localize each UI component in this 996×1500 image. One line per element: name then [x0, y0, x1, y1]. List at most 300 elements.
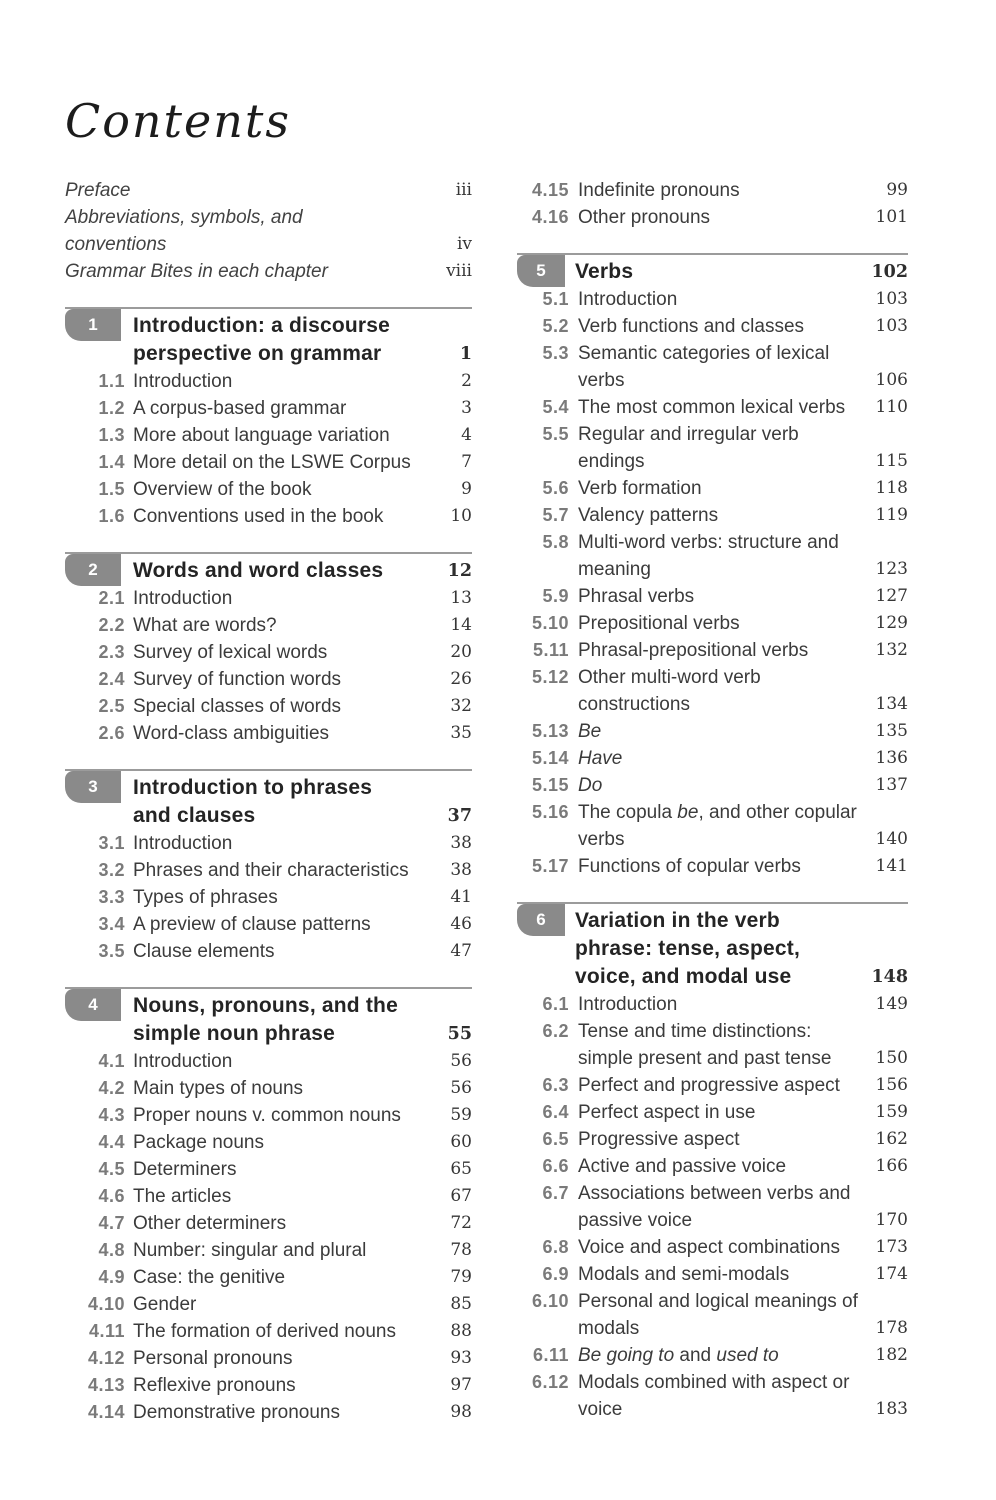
entry-title: [578, 1153, 868, 1180]
entry-title-line: Modals combined with aspect or: [578, 1372, 850, 1393]
toc-entry: [65, 1264, 472, 1291]
chapter-page-number: 102: [871, 262, 908, 282]
chapter-sections: [65, 830, 472, 965]
entry-title: [133, 693, 432, 720]
front-matter-entry: [65, 258, 472, 285]
entry-title-line: Preface: [65, 180, 131, 202]
entry-title-line: Introduction: [133, 833, 233, 855]
entry-title: [133, 639, 432, 666]
section-number: 6.9: [542, 1264, 569, 1284]
page-number: 2: [461, 371, 472, 392]
page-number: 101: [875, 207, 908, 227]
entry-title-line: The formation of derived nouns: [133, 1321, 396, 1343]
section-number: 6.7: [542, 1183, 569, 1203]
toc-entry: [65, 639, 472, 666]
chapter-heading: [517, 907, 908, 991]
toc-entry: [517, 583, 908, 610]
chapter-title: [133, 557, 432, 585]
toc-entry: [517, 772, 908, 799]
entry-title: [133, 422, 432, 449]
section-number: 1.4: [98, 452, 125, 473]
entry-title-line: The articles: [133, 1186, 232, 1208]
page-number: 9: [461, 479, 472, 500]
entry-title: [578, 421, 868, 475]
page-number: 88: [450, 1321, 472, 1342]
chapter-title: [133, 992, 432, 1048]
page-number: 97: [450, 1375, 472, 1396]
entry-title-line: Package nouns: [133, 1132, 264, 1154]
toc-entry: [65, 1237, 472, 1264]
entry-title: [133, 1345, 432, 1372]
section-number: 5.2: [542, 316, 569, 336]
toc-entry: [65, 449, 472, 476]
page-number: 38: [450, 860, 472, 881]
toc-entry: [517, 1234, 908, 1261]
section-number: 3.1: [98, 833, 125, 854]
entry-title-line: Perfect and progressive aspect: [578, 1075, 840, 1096]
section-number: 5.11: [532, 640, 569, 660]
page-number: 141: [875, 856, 908, 876]
entry-title-line: Functions of copular verbs: [578, 856, 801, 877]
entry-title: [65, 177, 432, 204]
toc-entry: [517, 1126, 908, 1153]
entry-title-line: Survey of function words: [133, 669, 342, 691]
entry-title-line: Prepositional verbs: [578, 613, 740, 634]
entry-title-line: A preview of clause patterns: [133, 914, 371, 936]
entry-title: [133, 1210, 432, 1237]
entry-title-line: Associations between verbs and: [578, 1183, 851, 1204]
entry-title-line: Semantic categories of lexical: [578, 343, 830, 364]
toc-entry: [65, 1075, 472, 1102]
page-number: 135: [875, 721, 908, 741]
page-number: 127: [875, 586, 908, 606]
page-number: 93: [450, 1348, 472, 1369]
section-number: 6.1: [542, 994, 569, 1014]
entry-title: [133, 938, 432, 965]
entry-title: [133, 720, 432, 747]
chapter-rule: [65, 769, 472, 771]
entry-title-line: What are words?: [133, 615, 277, 637]
toc-entry: [65, 1048, 472, 1075]
toc-entry: [517, 1072, 908, 1099]
toc-entry: [517, 1369, 908, 1423]
chapter-title-line: simple noun phrase: [133, 1022, 335, 1046]
toc-entry: [65, 612, 472, 639]
toc-entry: [65, 1183, 472, 1210]
toc-entry: [65, 693, 472, 720]
toc-entry: [517, 664, 908, 718]
toc-entry: [65, 857, 472, 884]
entry-title: [133, 395, 432, 422]
toc-entry: [65, 884, 472, 911]
chapter-heading: [65, 557, 472, 585]
entry-title-line: Phrases and their characteristics: [133, 860, 409, 882]
page-number: 136: [875, 748, 908, 768]
entry-title-line: Personal pronouns: [133, 1348, 293, 1370]
section-number: 6.5: [542, 1129, 569, 1149]
entry-title-line: The copula be, and other copular: [578, 802, 857, 823]
entry-title-line: Grammar Bites in each chapter: [65, 261, 328, 283]
toc-entry: [517, 1180, 908, 1234]
page-number: 85: [450, 1294, 472, 1315]
page-number: 59: [450, 1105, 472, 1126]
toc-entry: [517, 204, 908, 231]
section-number: 4.4: [98, 1132, 125, 1153]
section-number: 1.1: [98, 371, 125, 392]
page-number: 98: [450, 1402, 472, 1423]
chapter-number-badge: 1: [65, 309, 121, 341]
entry-title: [578, 1342, 868, 1369]
entry-title: [578, 610, 868, 637]
entry-title-line: Multi-word verbs: structure and: [578, 532, 839, 553]
section-number: 5.6: [542, 478, 569, 498]
page-number: 13: [450, 588, 472, 609]
entry-title: [578, 1018, 868, 1072]
chapter-title-line: phrase: tense, aspect,: [575, 937, 800, 960]
page-number: 174: [875, 1264, 908, 1284]
entry-title: [133, 857, 432, 884]
toc-entry: [65, 1345, 472, 1372]
entry-title: [578, 991, 868, 1018]
section-number: 5.14: [531, 748, 569, 768]
page-number: 178: [875, 1318, 908, 1338]
section-number: 4.14: [87, 1402, 125, 1423]
toc-entry: [65, 1102, 472, 1129]
toc-entry: [517, 1261, 908, 1288]
toc-entry: [517, 637, 908, 664]
toc-entry: [517, 991, 908, 1018]
entry-title-line: voice: [578, 1399, 623, 1420]
section-number: 6.4: [542, 1102, 569, 1122]
toc-entry: [65, 1129, 472, 1156]
entry-title-line: simple present and past tense: [578, 1048, 832, 1069]
section-number: 3.3: [98, 887, 125, 908]
chapter-title-line: Nouns, pronouns, and the: [133, 994, 398, 1018]
page-number: 65: [450, 1159, 472, 1180]
page-number: 159: [875, 1102, 908, 1122]
entry-title: [133, 1291, 432, 1318]
toc-entry: [517, 610, 908, 637]
entry-title-line: Indefinite pronouns: [578, 180, 740, 201]
page-number: 106: [875, 370, 908, 390]
entry-title-line: Introduction: [133, 1051, 233, 1073]
entry-title: [578, 1180, 868, 1234]
page-number: 119: [875, 505, 908, 525]
entry-title: [578, 583, 868, 610]
column-left: [65, 0, 472, 1426]
entry-title: [133, 476, 432, 503]
page-number: viii: [446, 261, 472, 282]
page-number: 162: [875, 1129, 908, 1149]
section-number: 2.2: [98, 615, 125, 636]
toc-entry: [517, 177, 908, 204]
entry-title-line: constructions: [578, 694, 690, 715]
toc-entry: [65, 422, 472, 449]
toc-entry: [65, 395, 472, 422]
section-number: 6.10: [531, 1291, 569, 1311]
toc-entry: [65, 1291, 472, 1318]
page-number: 72: [450, 1213, 472, 1234]
section-number: 4.12: [87, 1348, 125, 1369]
section-number: 4.2: [98, 1078, 125, 1099]
entry-title: [133, 884, 432, 911]
column-right: [517, 0, 908, 1423]
entry-title-line: meaning: [578, 559, 651, 580]
section-number: 6.6: [542, 1156, 569, 1176]
chapter-5: [517, 253, 908, 880]
page-number: 115: [875, 451, 908, 471]
entry-title-line: Special classes of words: [133, 696, 342, 718]
toc-entry: [65, 368, 472, 395]
section-number: 5.4: [542, 397, 569, 417]
chapter-page-number: 55: [447, 1024, 472, 1045]
chapter-number-badge: 3: [65, 771, 121, 803]
toc-entry: [517, 340, 908, 394]
entry-title-line: Main types of nouns: [133, 1078, 304, 1100]
section-number: 4.13: [87, 1375, 125, 1396]
chapter-3: [65, 769, 472, 965]
page-number: 129: [875, 613, 908, 633]
toc-entry: [517, 421, 908, 475]
chapter-title-line: Introduction: a discourse: [133, 314, 391, 338]
entry-title-line: Verb functions and classes: [578, 316, 805, 337]
page-number: 35: [450, 723, 472, 744]
entry-title-line: Gender: [133, 1294, 197, 1316]
entry-title-line: Clause elements: [133, 941, 275, 963]
chapter-sections: [65, 1048, 472, 1426]
entry-title: [133, 449, 432, 476]
section-number: 2.6: [98, 723, 125, 744]
page-number: 149: [875, 994, 908, 1014]
page-number: 78: [450, 1240, 472, 1261]
entry-title-line: Personal and logical meanings of: [578, 1291, 858, 1312]
entry-title: [578, 799, 868, 853]
page-number: 79: [450, 1267, 472, 1288]
toc-entry: [65, 1210, 472, 1237]
toc-entry: [517, 799, 908, 853]
entry-title-line: modals: [578, 1318, 640, 1339]
chapter-page-number: 37: [447, 806, 472, 827]
entry-title: [133, 1075, 432, 1102]
entry-title-line: verbs: [578, 370, 625, 391]
section-number: 4.11: [88, 1321, 125, 1342]
chapter-sections: [65, 585, 472, 747]
page-number: 173: [875, 1237, 908, 1257]
toc-entry: [517, 745, 908, 772]
front-matter-entry: [65, 177, 472, 204]
page-number: 150: [875, 1048, 908, 1068]
entry-title: [65, 204, 432, 258]
chapter-page-number: 1: [459, 344, 472, 365]
entry-title-line: conventions: [65, 234, 167, 256]
section-number: 4.10: [87, 1294, 125, 1315]
page-number: 56: [450, 1078, 472, 1099]
page-number: 103: [875, 316, 908, 336]
entry-title-line: Proper nouns v. common nouns: [133, 1105, 401, 1127]
page-number: 4: [461, 425, 472, 446]
entry-title: [65, 258, 432, 285]
entry-title: [578, 853, 868, 880]
page-number: 110: [875, 397, 908, 417]
page-number: 99: [886, 180, 908, 200]
chapter-title: [133, 312, 432, 368]
section-number: 5.1: [542, 289, 569, 309]
entry-title-line: Types of phrases: [133, 887, 278, 909]
entry-title: [578, 394, 868, 421]
chapter-number-badge: 6: [517, 904, 565, 936]
toc-entry: [517, 853, 908, 880]
page-number: 166: [875, 1156, 908, 1176]
entry-title-line: Progressive aspect: [578, 1129, 740, 1150]
page-number: 56: [450, 1051, 472, 1072]
toc-entry: [517, 718, 908, 745]
toc-entry: [517, 313, 908, 340]
entry-title-line: Introduction: [578, 289, 678, 310]
page-number: 140: [875, 829, 908, 849]
toc-entry: [65, 938, 472, 965]
section-number: 4.8: [98, 1240, 125, 1261]
toc-entry: [65, 1318, 472, 1345]
chapter-heading: [65, 312, 472, 368]
front-matter-entry: [65, 204, 472, 258]
entry-title: [578, 1234, 868, 1261]
right-chapters: [517, 253, 908, 1423]
section-number: 2.1: [98, 588, 125, 609]
entry-title-line: Demonstrative pronouns: [133, 1402, 340, 1424]
page-number: 183: [875, 1399, 908, 1419]
chapter-sections: [517, 286, 908, 880]
chapter-rule: [65, 987, 472, 989]
toc-entry: [517, 475, 908, 502]
section-number: 4.6: [98, 1186, 125, 1207]
toc-entry: [65, 720, 472, 747]
chapter-title-line: Words and word classes: [133, 559, 384, 583]
toc-entry: [517, 1288, 908, 1342]
entry-title: [578, 637, 868, 664]
page-number: 3: [461, 398, 472, 419]
entry-title-line: endings: [578, 451, 645, 472]
entry-title: [133, 1048, 432, 1075]
toc-entry: [517, 394, 908, 421]
entry-title: [578, 204, 868, 231]
page-number: 182: [875, 1345, 908, 1365]
section-number: 6.11: [532, 1345, 569, 1365]
toc-entry: [517, 529, 908, 583]
section-number: 4.9: [98, 1267, 125, 1288]
entry-title: [133, 830, 432, 857]
entry-title: [578, 286, 868, 313]
entry-title: [133, 503, 432, 530]
page-number: 26: [450, 669, 472, 690]
entry-title-line: Survey of lexical words: [133, 642, 328, 664]
chapter-rule: [65, 552, 472, 554]
entry-title-line: Introduction: [133, 371, 233, 393]
chapter-title: [133, 774, 432, 830]
entry-title-line: Regular and irregular verb: [578, 424, 799, 445]
section-number: 5.15: [531, 775, 569, 795]
entry-title: [133, 612, 432, 639]
entry-title: [133, 1102, 432, 1129]
entry-title-line: Determiners: [133, 1159, 237, 1181]
chapter-title-line: Variation in the verb: [575, 909, 780, 932]
section-number: 3.5: [98, 941, 125, 962]
entry-title: [578, 1288, 868, 1342]
section-number: 6.3: [542, 1075, 569, 1095]
toc-entry: [65, 1399, 472, 1426]
entry-title-line: Be: [578, 721, 602, 742]
section-number: 6.2: [542, 1021, 569, 1041]
entry-title-line: More detail on the LSWE Corpus: [133, 452, 411, 474]
entry-title-line: A corpus-based grammar: [133, 398, 347, 420]
entry-title-line: Perfect aspect in use: [578, 1102, 756, 1123]
entry-title-line: Word-class ambiguities: [133, 723, 330, 745]
chapter-page-number: 148: [871, 967, 908, 987]
page-number: 47: [450, 941, 472, 962]
entry-title-line: verbs: [578, 829, 625, 850]
chapter-1: [65, 307, 472, 530]
entry-title-line: More about language variation: [133, 425, 390, 447]
page-number: 118: [875, 478, 908, 498]
section-number: 3.4: [98, 914, 125, 935]
section-number: 5.17: [531, 856, 569, 876]
chapter-title: [575, 907, 865, 991]
entry-title: [578, 502, 868, 529]
entry-title-line: The most common lexical verbs: [578, 397, 846, 418]
page-number: 7: [461, 452, 472, 473]
chapter-title-line: and clauses: [133, 804, 256, 828]
entry-title: [133, 1183, 432, 1210]
toc-entry: [517, 1099, 908, 1126]
section-number: 1.2: [98, 398, 125, 419]
chapter-heading: [517, 258, 908, 286]
entry-title-line: Introduction: [133, 588, 233, 610]
page-number: 41: [450, 887, 472, 908]
toc-entry: [65, 830, 472, 857]
toc-entry: [65, 476, 472, 503]
entry-title-line: Phrasal verbs: [578, 586, 695, 607]
entry-title: [133, 1318, 432, 1345]
entry-title: [578, 772, 868, 799]
front-matter: [65, 177, 472, 285]
left-chapters: [65, 307, 472, 1426]
chapter-title: [575, 258, 865, 286]
entry-title: [133, 368, 432, 395]
page-number: 46: [450, 914, 472, 935]
section-number: 4.7: [98, 1213, 125, 1234]
toc-entry: [517, 1342, 908, 1369]
entry-title-line: Modals and semi-modals: [578, 1264, 790, 1285]
page-number: 38: [450, 833, 472, 854]
page-number: 14: [450, 615, 472, 636]
entry-title-line: Tense and time distinctions:: [578, 1021, 812, 1042]
entry-title: [133, 1399, 432, 1426]
page-title: Contents: [65, 94, 291, 148]
section-number: 5.3: [542, 343, 569, 363]
continued-sections: [517, 177, 908, 231]
entry-title: [133, 1264, 432, 1291]
chapter-title-line: perspective on grammar: [133, 342, 382, 366]
page-number: 132: [875, 640, 908, 660]
page-number: 10: [450, 506, 472, 527]
entry-title: [133, 1129, 432, 1156]
entry-title: [578, 745, 868, 772]
section-number: 1.3: [98, 425, 125, 446]
chapter-number-badge: 2: [65, 554, 121, 586]
entry-title: [133, 1372, 432, 1399]
chapter-sections: [65, 368, 472, 530]
chapter-rule: [65, 307, 472, 309]
page-number: 103: [875, 289, 908, 309]
